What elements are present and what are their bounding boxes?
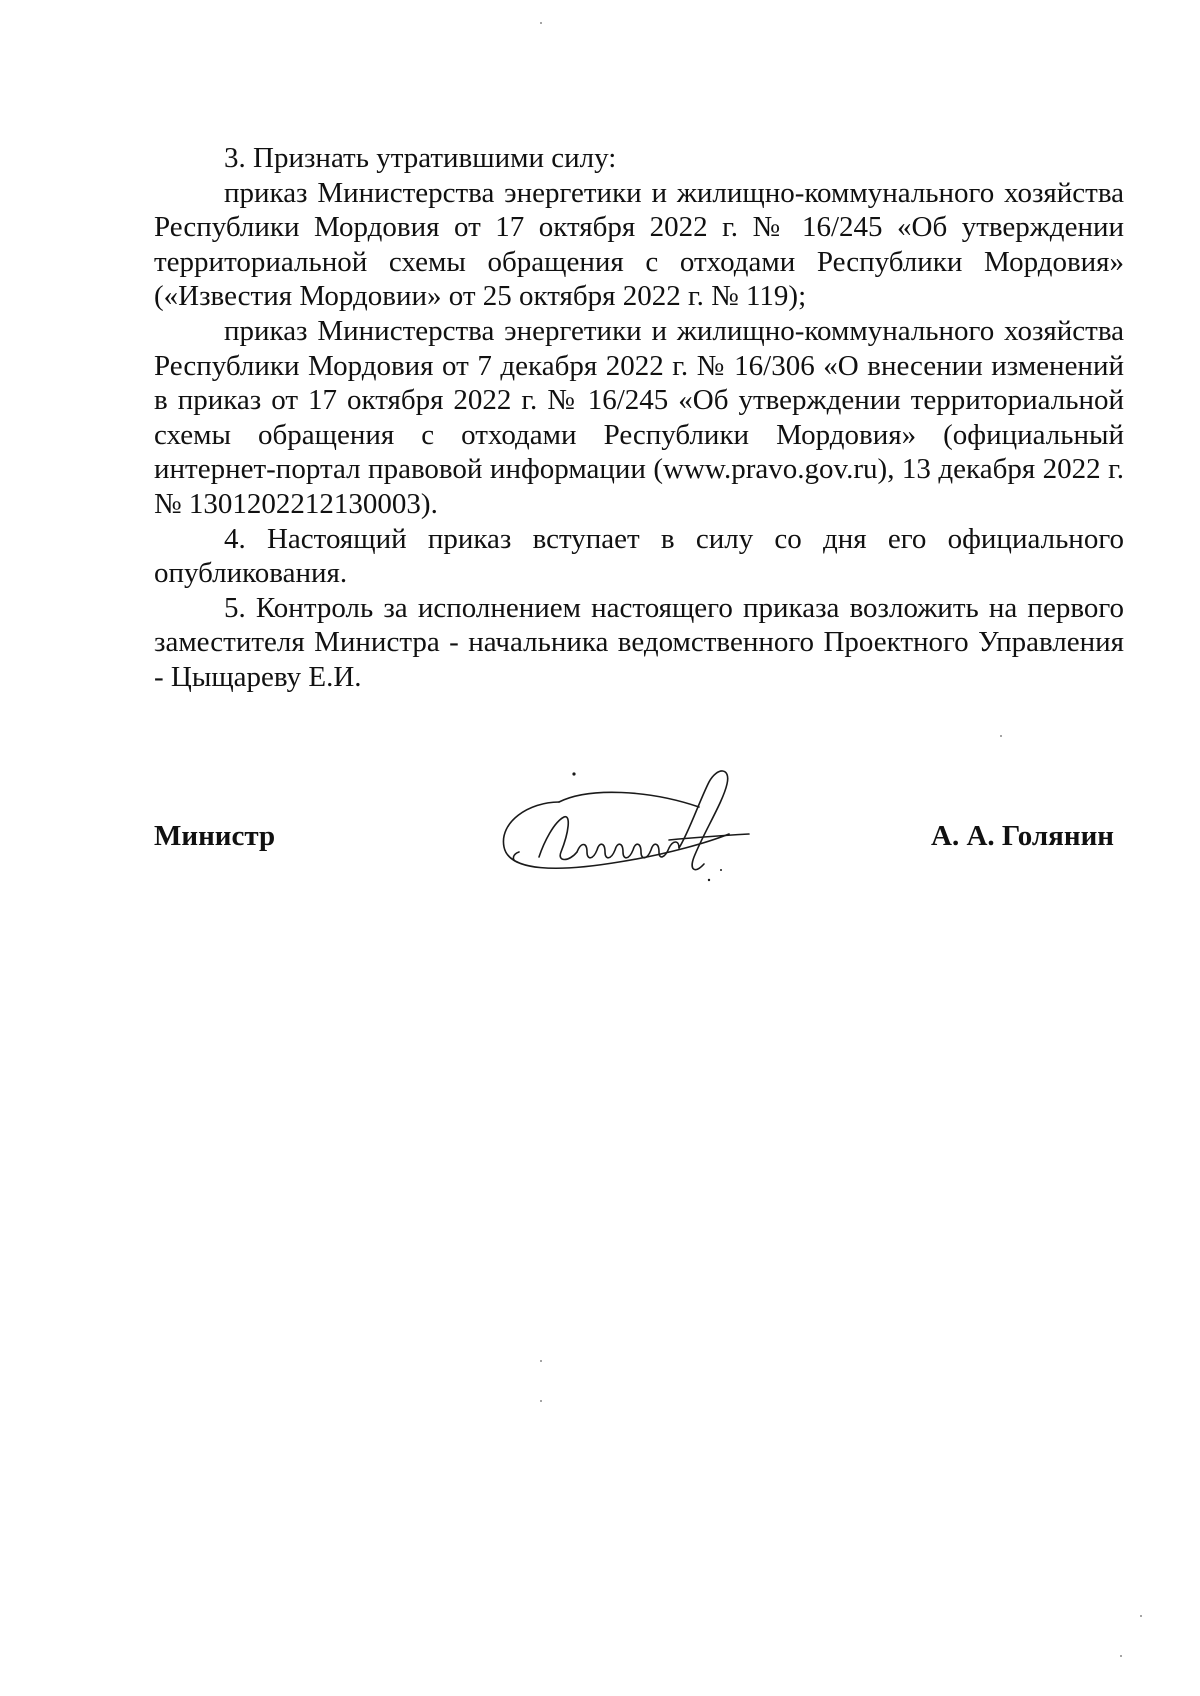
signer-position-title: Министр (154, 820, 276, 852)
paragraph-item-5: 5. Контроль за исполнением настоящего приказа возложить на первого заместителя Министра - начальника ведомственного Проектного Управления - Цыщареву Е.И. (154, 591, 1124, 693)
scan-speck (1120, 1655, 1122, 1657)
scan-speck (540, 22, 542, 24)
paragraph-repealed-order-2: приказ Министерства энергетики и жилищно-коммунального хозяйства Республики Мордовия от 7 декабря 2022 г. № 16/306 «О внесении изменений в приказ от 17 октября 2022 г. № 16/245 «Об утверждении территориальной схемы обращения с отходами Республики Мордовия» (официальный интернет-портал правовой информации (www.pravo.gov.ru), 13 декабря 2022 г. № 1301202212130003). (154, 314, 1124, 520)
signer-name: А. А. Голянин (931, 820, 1114, 852)
paragraph-repealed-order-1: приказ Министерства энергетики и жилищно-коммунального хозяйства Республики Мордовия от 17 октября 2022 г. № 16/245 «Об утверждении территориальной схемы обращения с отходами Республики Мордовия» («Известия Мордовии» от 25 октября 2022 г. № 119); (154, 176, 1124, 313)
scan-speck (540, 1400, 542, 1402)
scan-speck (1000, 735, 1002, 737)
paragraph-item-4: 4. Настоящий приказ вступает в силу со дня его официального опубликования. (154, 522, 1124, 590)
handwritten-signature (499, 762, 759, 892)
signature-block (154, 762, 1124, 892)
paragraph-item-3-heading: 3. Признать утратившими силу: (224, 142, 617, 174)
document-body (154, 141, 1124, 695)
scan-speck (1140, 1615, 1142, 1617)
scan-speck (540, 1360, 542, 1362)
